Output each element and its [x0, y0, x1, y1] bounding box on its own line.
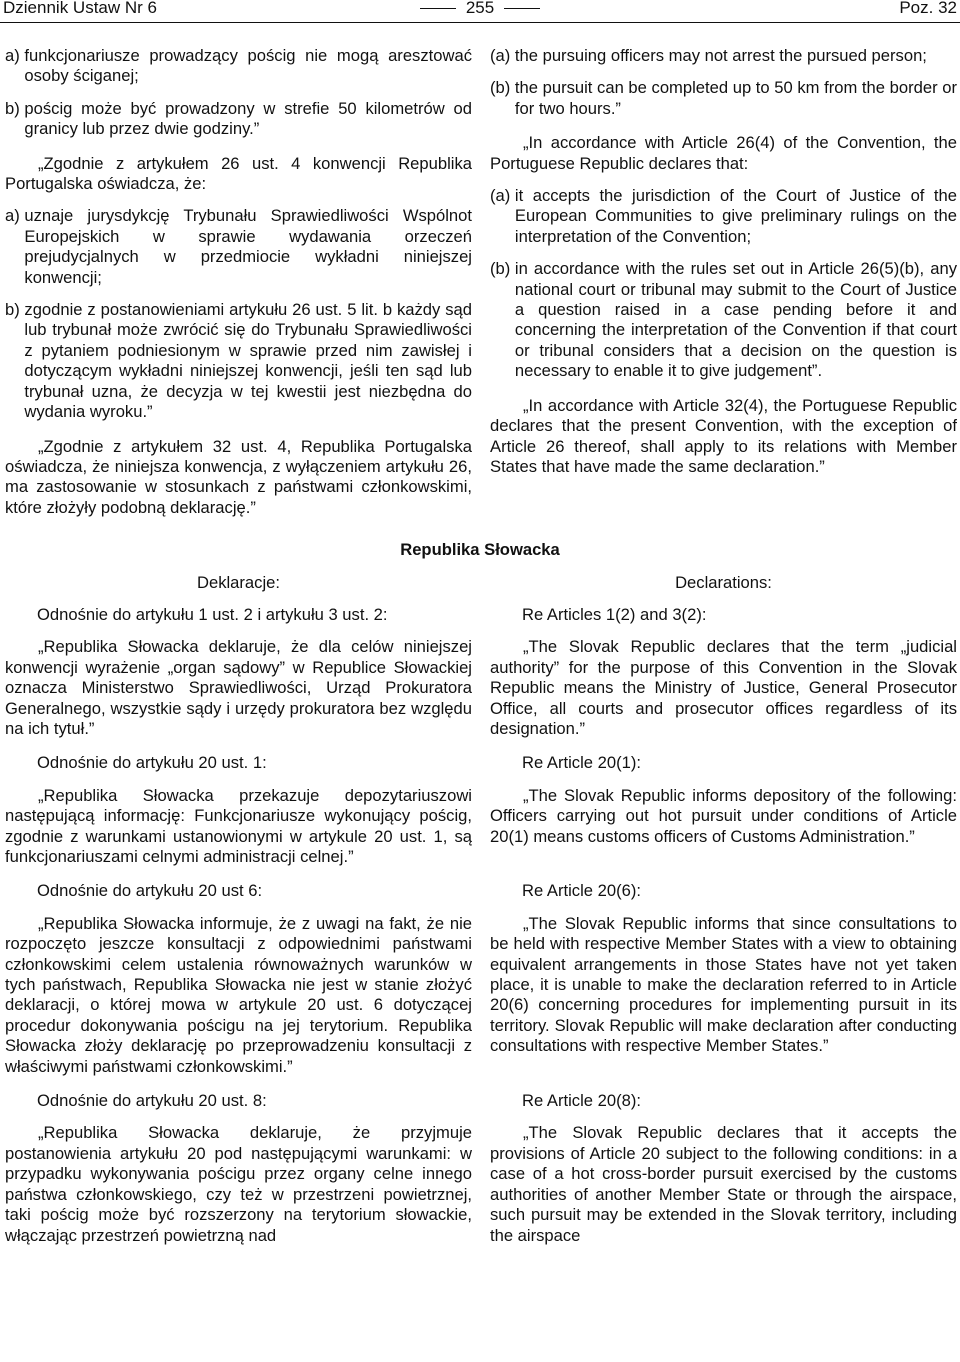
- polish-column: [5, 46, 472, 518]
- list-item: (a) the pursuing officers may not arrest the pursued person;: [490, 46, 927, 65]
- paragraph: „Republika Słowacka informuje, że z uwagi na fakt, że nie rozpoczęto jeszcze konsultacji z odpowiednimi państwami członkowskimi celem ustalenia równoważnych warunków w tych państwach, Republika Słowacka nie jest w stanie złożyć deklaracji, o której mowa w artykule 20 ust. 6 dotyczącej procedur dokonywania pościgu na jej terytorium. Republika Słowacka złoży deklarację po przeprowadzeniu konsultacji z właściwymi państwami członkowskimi.”: [5, 913, 472, 1076]
- paragraph: „The Slovak Republic informs that since consultations to be held with respective Member States with a view to obtaining equivalent arrangements in those States have not yet taken place, it is unable to make the declaration referred to in Article 20(6) concerning procedures for implementing pursuit in its territory. Slovak Republic will make declaration after conducting consultations with respective Member States.”: [490, 913, 957, 1056]
- declarations-titles: [0, 573, 960, 593]
- paragraph: „In accordance with Article 26(4) of the Convention, the Portuguese Republic declares that:: [490, 133, 957, 173]
- page-header: [0, 0, 960, 24]
- paragraph: „Republika Słowacka przekazuje depozytariuszowi następującą informację: Funkcjonariusze wykonujący pościg, zgodnie z warunkami ustanowionymi w artykule 20 ust. 1, są funkcjonariuszami celnymi administracji celnej.”: [5, 785, 472, 866]
- article-reference: Odnośnie do artykułu 20 ust 6:: [37, 881, 263, 901]
- article-reference: Re Article 20(1):: [522, 753, 641, 773]
- paragraph: „The Slovak Republic informs depository of the following: Officers carrying out hot pursuit under conditions of Article 20(1) means customs officers of Customs Administration.”: [490, 785, 957, 846]
- list-item: (a) it accepts the jurisdiction of the Court of Justice of the European Communities to give preliminary rulings on the interpretation of the Convention;: [490, 186, 957, 246]
- page-number: 255: [0, 0, 960, 18]
- declarations-title-pl: Deklaracje:: [196, 572, 280, 592]
- article-reference: Re Articles 1(2) and 3(2):: [522, 604, 707, 624]
- article-reference: Re Article 20(6):: [522, 881, 641, 901]
- declarations-title-en: Declarations:: [675, 572, 772, 592]
- article-reference: Odnośnie do artykułu 1 ust. 2 i artykułu 3 ust. 2:: [37, 604, 388, 624]
- paragraph: „The Slovak Republic declares that it accepts the provisions of Article 20 subject to the following conditions: in a case of a hot cross-border pursuit exercised by the customs authorities of another Member State or through the airspace, such pursuit may be extended in the Slovak territory, including the airspace: [490, 1123, 957, 1245]
- document-body: [0, 46, 960, 1246]
- list-item: b) zgodnie z postanowieniami artykułu 26 ust. 5 lit. b każdy sąd lub trybunał może zwrócić się do Trybunału Sprawiedliwości z pytaniem podniesionym w sprawie przed nim zawisłej i dotyczącym wykładni niniejszej konwencji, jeśli ten sąd lub trybunał uzna, że decyzja w tej kwestii jest niezbędna do wydania wyroku.”: [5, 300, 472, 422]
- english-column: [490, 46, 957, 518]
- list-item: a) funkcjonariusze prowadzący pościg nie mogą aresztować osoby ściganej;: [5, 46, 472, 86]
- paragraph: „In accordance with Article 32(4), the Portuguese Republic declares that the present Convention, with the exception of Article 26 thereof, shall apply to its relations with Member States that have made the same declaration.”: [490, 395, 957, 476]
- portugal-section: [0, 46, 960, 518]
- declaration-block: [0, 753, 960, 867]
- header-rule: [0, 22, 960, 23]
- paragraph: „Republika Słowacka deklaruje, że przyjmuje postanowienia artykułu 20 pod następującymi warunkami: w przypadku wykonywania pościgu przez organy celne innego państwa członkowskiego, czy też w przestrzeni powietrznej, taki pościg może być rozszerzony na terytorium słowackie, włączając przestrzeń powietrzną nad: [5, 1123, 472, 1245]
- list-item: a) uznaje jurysdykcję Trybunału Sprawiedliwości Wspólnot Europejskich w sprawie wydawania orzeczeń prejudycjalnych w przedmiocie wykładni niniejszej konwencji;: [5, 206, 472, 287]
- section-heading: Republika Słowacka: [400, 540, 560, 560]
- list-item: (b) the pursuit can be completed up to 50 km from the border or for two hours.”: [490, 78, 957, 118]
- paragraph: „The Slovak Republic declares that the term „judicial authority” for the purpose of this Convention in the Slovak Republic means the Ministry of Justice, General Prosecutor Office, all courts and prosecutor offices regardless of its designation.”: [490, 637, 957, 738]
- article-reference: Odnośnie do artykułu 20 ust. 1:: [37, 753, 267, 773]
- declaration-block: [0, 881, 960, 1077]
- article-reference: Odnośnie do artykułu 20 ust. 8:: [37, 1091, 267, 1111]
- paragraph: „Zgodnie z artykułem 32 ust. 4, Republika Portugalska oświadcza, że niniejsza konwencja, z wyłączeniem artykułu 26, ma zastosowanie w stosunkach z państwami członkowskimi, które złożyły podobną deklarację.”: [5, 436, 472, 517]
- journal-title: Dziennik Ustaw Nr 6: [3, 0, 157, 17]
- declaration-block: [0, 605, 960, 739]
- list-item: (b) in accordance with the rules set out in Article 26(5)(b), any national court or tribunal may submit to the Court of Justice a question raised in a case pending before it and concerning the interpretation of the Convention if that court or tribunal considers that a decision on the question is necessary to enable it to give judgement”.: [490, 259, 957, 381]
- paragraph: „Republika Słowacka deklaruje, że dla celów niniejszej konwencji wyrażenie „organ sądowy” w Republice Słowackiej oznacza Ministerstwo Sprawiedliwości, Urząd Prokuratora Generalnego, wszystkie sądy i urzędy prokuratora bez względu na ich tytuł.”: [5, 637, 472, 738]
- list-item: b) pościg może być prowadzony w strefie 50 kilometrów od granicy lub przez dwie godziny.”: [5, 98, 472, 139]
- declaration-block: [0, 1091, 960, 1246]
- position-number: Poz. 32: [899, 0, 957, 17]
- article-reference: Re Article 20(8):: [522, 1091, 641, 1111]
- paragraph: „Zgodnie z artykułem 26 ust. 4 konwencji Republika Portugalska oświadcza, że:: [5, 153, 472, 194]
